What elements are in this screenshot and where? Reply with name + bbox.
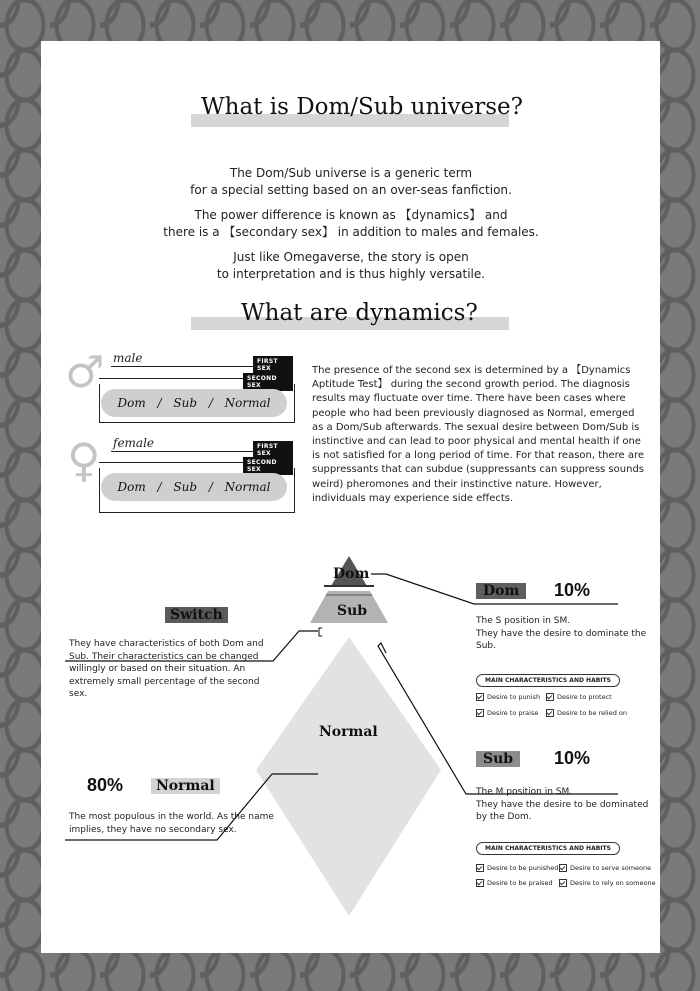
habit-label: Desire to be punished — [487, 864, 559, 872]
sub-desc-line: They have the desire to be dominated by the Dom. — [476, 799, 649, 822]
checkbox-icon — [559, 879, 567, 887]
intro-line: The Dom/Sub universe is a generic term — [229, 166, 473, 180]
sub-habit — [559, 864, 651, 872]
normal-description: The most populous in the world. As the name implies, they have no secondary sex. — [69, 812, 274, 835]
habit-label: Desire to protect — [557, 693, 612, 701]
checkbox-icon — [476, 864, 484, 872]
dom-habit — [476, 709, 538, 717]
dom-desc-line: The S position in SM. — [476, 616, 571, 626]
switch-description: They have characteristics of both Dom and Sub. Their characteristics can be changed willingly or based on their situation. An extremely small percentage of the second sex. — [69, 639, 264, 699]
venus-icon: ♀ — [67, 433, 101, 487]
dom-habit — [476, 693, 540, 701]
checkbox-icon — [546, 709, 554, 717]
intro-line: for a special setting based on an over-seas fanfiction. — [190, 183, 512, 197]
page — [41, 41, 660, 953]
habit-label: Desire to rely on someone — [570, 879, 656, 887]
normal-heading: Normal — [151, 778, 220, 794]
dom-desc-line: They have the desire to dominate the Sub. — [476, 628, 647, 651]
intro-line: to interpretation and is thus highly versatile. — [216, 267, 486, 281]
dom-habits-title: MAIN CHARACTERISTICS AND HABITS — [476, 674, 620, 687]
dom-habit — [546, 709, 627, 717]
sub-habit — [476, 864, 558, 872]
checkbox-icon — [476, 693, 484, 701]
habit-label: Desire to be praised — [487, 879, 553, 887]
checkbox-icon — [546, 693, 554, 701]
sub-desc-line: The M position in SM. — [476, 787, 573, 797]
sub-habit — [476, 879, 553, 887]
sub-habit — [559, 879, 656, 887]
sub-percentage: 10% — [554, 748, 591, 768]
intro-text — [101, 165, 601, 283]
first-sex-tag: FIRST SEX — [253, 441, 293, 459]
intro-line: The power difference is known as 【dynamics】 and — [194, 208, 508, 222]
female-label: female — [113, 436, 155, 450]
mars-icon: ♂ — [65, 347, 105, 398]
sub-description — [476, 786, 656, 824]
second-sex-pill: Dom / Sub / Normal — [101, 473, 287, 501]
normal-label: Normal — [319, 724, 378, 740]
second-sex-pill: Dom / Sub / Normal — [101, 389, 287, 417]
dom-heading: Dom — [476, 583, 526, 599]
male-label: male — [113, 351, 143, 365]
dom-habit — [546, 693, 612, 701]
normal-region — [256, 637, 441, 916]
dynamics-paragraph: The presence of the second sex is determined by a 【Dynamics Aptitude Test】 during the second growth period. The diagnosis results may fluctuate over time. There have been cases where people who had been previously diagnosed as Normal, emerged as a Dom/Sub afterwards. The sexual desire between Dom/Sub is instinctive and can lead to poor physical and mental health if one is not satisfied for a long period of time. For that reason, there are suppressants that can subdue (suppressants can suppress sounds weird) pheromones and their instinctive nature. However, individuals may experience side effects. — [312, 365, 645, 504]
checkbox-icon — [476, 709, 484, 717]
habit-label: Desire to serve someone — [570, 864, 652, 872]
section-title: What are dynamics? — [241, 300, 478, 326]
female-card — [63, 431, 293, 511]
page-title: What is Dom/Sub universe? — [201, 94, 523, 120]
dom-percentage: 10% — [554, 580, 591, 600]
first-sex-tag: FIRST SEX — [253, 356, 293, 374]
second-sex-tag: SECOND SEX — [243, 373, 293, 391]
intro-line: there is a 【secondary sex】 in addition to males and females. — [163, 225, 539, 239]
switch-heading: Switch — [165, 607, 228, 623]
sub-label: Sub — [337, 603, 368, 619]
habit-label: Desire to be relied on — [557, 709, 628, 717]
checkbox-icon — [559, 864, 567, 872]
sub-heading: Sub — [476, 751, 520, 767]
dom-label: Dom — [333, 566, 370, 582]
checkbox-icon — [476, 879, 484, 887]
male-card — [63, 347, 293, 419]
switch-bracket — [319, 628, 322, 636]
normal-percentage: 80% — [87, 775, 124, 795]
dom-description — [476, 615, 656, 653]
habit-label: Desire to punish — [487, 693, 541, 701]
intro-line: Just like Omegaverse, the story is open — [233, 250, 469, 264]
habit-label: Desire to praise — [487, 709, 539, 717]
second-sex-tag: SECOND SEX — [243, 457, 293, 475]
sub-habits-title: MAIN CHARACTERISTICS AND HABITS — [476, 842, 620, 855]
